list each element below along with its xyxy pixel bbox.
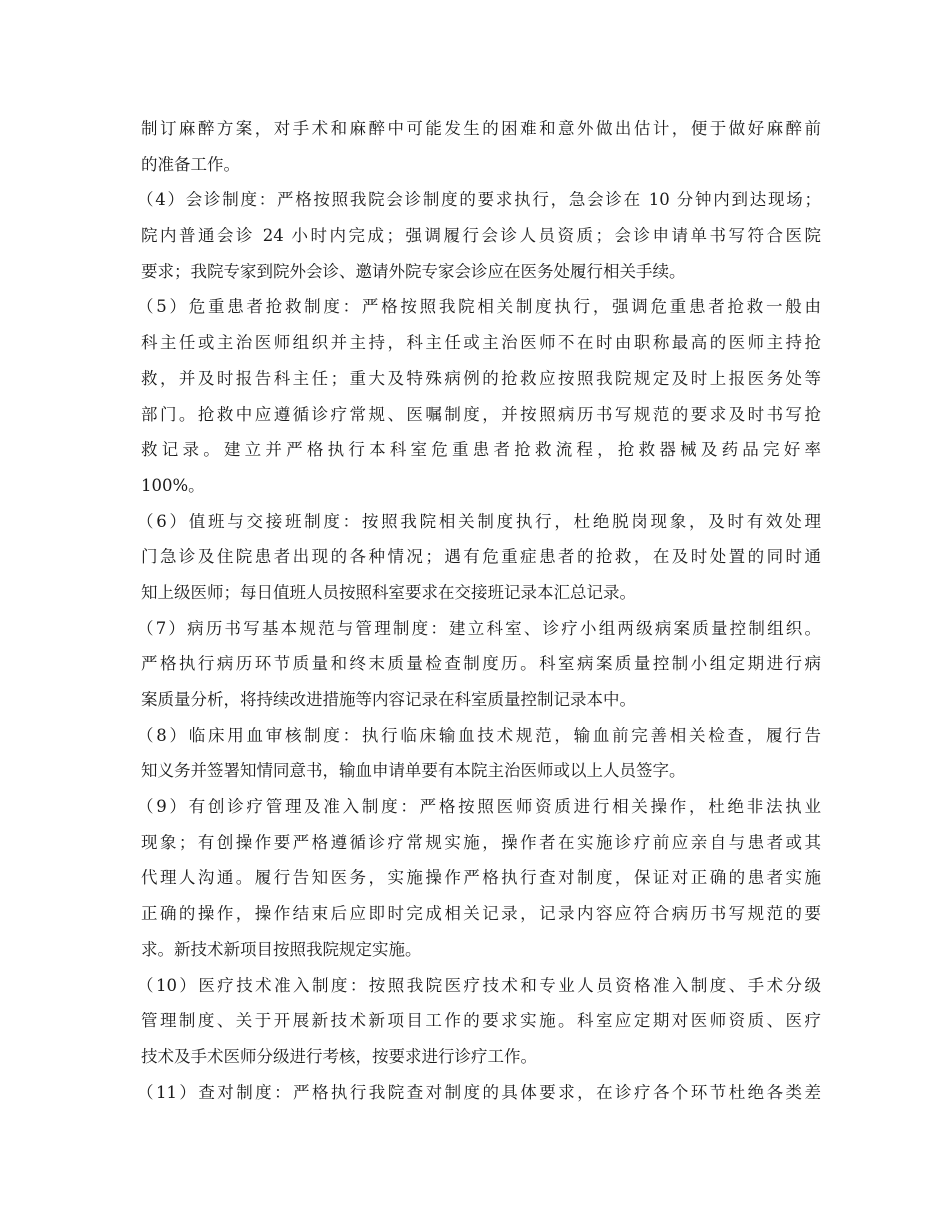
document-body	[137, 111, 821, 1110]
paragraph-first-line: （7）病历书写基本规范与管理制度：建立科室、诊疗小组两级病案质量控制组织。	[137, 618, 821, 638]
text-line: 管理制度、关于开展新技术新项目工作的要求实施。科室应定期对医师资质、医疗	[141, 1011, 821, 1031]
text-line: 救，并及时报告科主任；重大及特殊病例的抢救应按照我院规定及时上报医务处等	[141, 368, 821, 388]
text-line: 技术及手术医师分级进行考核，按要求进行诊疗工作。	[141, 1046, 537, 1066]
text-line: 正确的操作，操作结束后应即时完成相关记录，记录内容应符合病历书写规范的要	[141, 904, 821, 924]
text-line: 案质量分析，将持续改进措施等内容记录在科室质量控制记录本中。	[141, 690, 636, 709]
text-line: 部门。抢救中应遵循诊疗常规、医嘱制度，并按照病历书写规范的要求及时书写抢	[141, 404, 821, 424]
text-line: 知义务并签署知情同意书，输血申请单要有本院主治医师或以上人员签字。	[141, 761, 686, 781]
text-line: 救记录。建立并严格执行本科室危重患者抢救流程，抢救器械及药品完好率	[141, 440, 821, 460]
paragraph-first-line: （8）临床用血审核制度：执行临床输血技术规范，输血前完善相关检查，履行告	[137, 725, 821, 745]
text-line: 现象；有创操作要严格遵循诊疗常规实施，操作者在实施诊疗前应亲自与患者或其	[141, 832, 821, 852]
text-line: 科主任或主治医师组织并主持，科主任或主治医师不在时由职称最高的医师主持抢	[141, 333, 821, 353]
text-line: 要求；我院专家到院外会诊、邀请外院专家会诊应在医务处履行相关手续。	[141, 261, 686, 281]
text-line: 100%。	[141, 475, 205, 495]
text-line: 制订麻醉方案，对手术和麻醉中可能发生的困难和意外做出估计，便于做好麻醉前	[141, 119, 821, 138]
paragraph-first-line: （4）会诊制度：严格按照我院会诊制度的要求执行，急会诊在 10 分钟内到达现场；	[137, 190, 821, 210]
text-line: 知上级医师；每日值班人员按照科室要求在交接班记录本汇总记录。	[141, 582, 636, 602]
text-line: 严格执行病历环节质量和终末质量检查制度历。科室病案质量控制小组定期进行病	[141, 654, 821, 674]
text-line: 的准备工作。	[141, 154, 240, 174]
paragraph-first-line: （11）查对制度：严格执行我院查对制度的具体要求，在诊疗各个环节杜绝各类差	[137, 1082, 821, 1102]
text-line: 门急诊及住院患者出现的各种情况；遇有危重症患者的抢救，在及时处置的同时通	[141, 547, 821, 567]
text-line: 求。新技术新项目按照我院规定实施。	[141, 939, 422, 959]
paragraph-first-line: （6）值班与交接班制度：按照我院相关制度执行，杜绝脱岗现象，及时有效处理	[137, 511, 821, 531]
paragraph-first-line: （5）危重患者抢救制度：严格按照我院相关制度执行，强调危重患者抢救一般由	[137, 297, 821, 317]
text-line: 代理人沟通。履行告知医务，实施操作严格执行查对制度，保证对正确的患者实施	[141, 868, 821, 888]
paragraph-first-line: （9）有创诊疗管理及准入制度：严格按照医师资质进行相关操作，杜绝非法执业	[137, 797, 821, 817]
paragraph-first-line: （10）医疗技术准入制度：按照我院医疗技术和专业人员资格准入制度、手术分级	[137, 975, 821, 995]
text-line: 院内普通会诊 24 小时内完成；强调履行会诊人员资质；会诊申请单书写符合医院	[141, 226, 821, 246]
